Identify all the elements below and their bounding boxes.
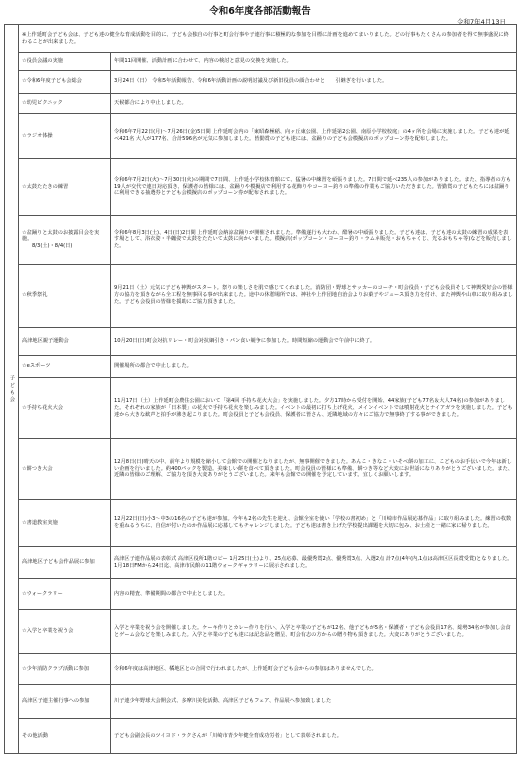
table-row — [5, 158, 517, 215]
event-name: ☆eスポーツ — [19, 355, 111, 377]
event-description: 天候都合により中止しました。 — [111, 94, 517, 114]
event-name: 高津区子連主催行事への参加 — [19, 684, 111, 719]
table-row — [5, 609, 517, 654]
page-title: 令和6年度各部活動報告 — [209, 6, 311, 17]
table-row — [5, 114, 517, 159]
event-name: ☆書道教室実施 — [19, 500, 111, 547]
section-label: 子ども会 — [5, 25, 19, 754]
event-name: ☆令和6年度子ども会総会 — [19, 70, 111, 93]
event-description: 令和6年度は高津地区、橘地区との合同で行われましたが、上作延町会子ども会からの参加はありませんでした。 — [111, 654, 517, 684]
table-row — [5, 355, 517, 377]
intro-text: ※上作延町会子ども会は、子ども達の健全な育成活動を目的に、子ども会独自の行事と町会行事や子連行事に積極的な参加を目標に計画を進めてまいりました。どの行事もたくさんの参加者を得て無事盛況に終わることが出来ました。 — [19, 25, 517, 53]
event-description: 12月8日(日)晴天の中、前年より規模を縮小して会館での開催となりましたが、無事開催できました。あんこ・きなこ・いそべ餅の加工に、こどものお手伝いで今年は新しい企画を行いました。約400パックを製造。美味しい餅を食べて頂きました。町会役員の皆様にも準備、餅つき等など大変にお世話になりありがとうございました。また、近隣の皆様のご理解、ご協力を頂き大変ありがとうございました。来年も会館での開催を予定しています。宜しくお願いします。 — [111, 439, 517, 500]
event-description: 川子連少年野球大会開会式、多摩川美化活動、高津区子どもフェア、作品展へ参加致しました — [111, 684, 517, 719]
table-row — [5, 654, 517, 684]
event-name: ☆太鼓たたきの練習 — [19, 158, 111, 215]
event-description: 高津区子連作品展の表彰式 高津区役所1階ロビー 1月25日(土)より、25点応募、最優秀賞2点、優秀賞3点、入選2点 計7点(4年(内,1点は高津区区長賞受賞)となりました。1月18日FMから24日迄、高津市民館の11階ウォークギャラリーに展示されました。 — [111, 546, 517, 578]
event-name: ☆入学と卒業を祝う会 — [19, 609, 111, 654]
table-row — [5, 70, 517, 93]
event-description: 入学と卒業を祝う会を開催しました。ケーキ作りとカレー作りを行い、入学と卒業の子どもが12名、他子どもが5名・保護者・子ども会役員17名、総勢34名が参加し会食とゲーム会などを楽しみました。入学と卒業の子ども達には記念品を贈呈、町会有志の方からの贈り物も頂きました。大変にありがとうございました。 — [111, 609, 517, 654]
event-name: その他活動 — [19, 719, 111, 754]
event-description: 令和6年8月3日(土)、4日(日)2日間 上作延町会納涼盆踊りが開催されました。準備遂行も大わわ、酷暑の中頑張りました。子ども達は、子ども達の太鼓の練習の成果を表す場として、浴衣姿・半纏姿で太鼓をたたいて太鼓に向かいました。模擬店(ポップコーン・ヨーヨー釣り・ラムネ販売・おもちゃくじ、光るおもちゃ等)などを販売しました。 — [111, 215, 517, 264]
report-date: 令和7年4月13日 — [456, 18, 506, 26]
event-name: ☆餅つき大会 — [19, 439, 111, 500]
table-row — [5, 215, 517, 264]
table-row — [5, 327, 517, 355]
intro-row — [5, 25, 517, 53]
event-name: ☆手持ち花火大会 — [19, 378, 111, 439]
event-description: 11月17日（土）上作延町会農住公園において「第4回 手持ち花火大会」を実施しました。夕方17時から受付を開始、44家族(子ども77名＆大人74名)の参加がありました。それぞれの家族が「日本製」の花火で手持ち花火を楽しみました。イベントの最初に打ち上げ花火、メインイベントでは噴射花火とナイアガラを実施しました。子ども達から大きな歓声と拍手が沸き起こりました。町会役員と子ども会役員、保護者に皆さん、近隣地域の方々にご協力で無事終了する事ができました。 — [111, 378, 517, 439]
event-name: ☆ラジオ体操 — [19, 114, 111, 159]
event-name: ☆ウォークラリー — [19, 579, 111, 609]
event-name: ☆幼児ピクニック — [19, 94, 111, 114]
event-name-main: ☆盆踊りと太鼓のお披露目会を実施。 — [22, 229, 100, 243]
table-row — [5, 579, 517, 609]
event-description: 子ども会副会長のツイヨド・ラクさんが「川崎市青少年健全育成功労者」として表彰されました。 — [111, 719, 517, 754]
event-name: 高津地区子ども会作品展に参加 — [19, 546, 111, 578]
event-name — [19, 215, 111, 264]
event-name: ☆役員会議の実施 — [19, 53, 111, 70]
table-row — [5, 546, 517, 578]
event-description: 10月20日(日)町会対抗リレー・町会対抗綱引き・パン食い競争に参加した。時間短縮の運動会で午前中に終了。 — [111, 327, 517, 355]
table-row — [5, 439, 517, 500]
table-row — [5, 264, 517, 327]
event-description: 開催場所の都合で中止しました。 — [111, 355, 517, 377]
event-name: 高津地区親子運動会 — [19, 327, 111, 355]
event-description: 令和6年7月22日(月)～7月26日(金)5日間 上作延町会内の「東昭森極稲、向ヶ丘東公園、上作延第2公園、南原小学校校庭」の4ヶ所を会場に実施しました。子ども達が延べ421名 大人が177名、合計596名が元気に参加しました。皆勤賞の子ども達には、盆踊りの子ども会模擬店のポップコーン券を配布しました。 — [111, 114, 517, 159]
event-description: 12月22日(日)小3～中3の16名の子ども達が参加。今年も2名の先生を迎え、会館全室を使い「学校の書初め」と「川崎市作品展応募作品」に取り組みました。練習の枚数を重ねるうちに、自信が付いたのか作品展に応募してもチャレンジしました。子ども達は書き上げた学校提出課題を大切に包み、お土産と一緒に家に帰りました。 — [111, 500, 517, 547]
event-description: 年間11回開催、活動計画に合わせて、内容の検討と意見の交換を実施した。 — [111, 53, 517, 70]
event-description: 令和6年7月2日(火)～7月30日(火)の期間で7日間、上作延小学校体育館にて、猛暑の中練習を頑張りました。7日間で延べ235人の参加がありました。また、指導者の方も19人が交代で連日対応頂き、保護者の皆様には、盆踊りや模擬店で利用する花飾りやコーヨー釣りの準備の作業もご協力いただきました。皆勤賞の子どもたちには盆踊りに利用できる抽選券とテども会模擬店のポップコーン券が配布されました。 — [111, 158, 517, 215]
table-row — [5, 378, 517, 439]
event-description: 内容の精査、準備期間の都合で中止としました。 — [111, 579, 517, 609]
table-row — [5, 94, 517, 114]
event-name: ☆少年消防クラブ活動に参加 — [19, 654, 111, 684]
event-dates: 8/3(土)・8/4(日) — [32, 243, 73, 250]
table-row — [5, 53, 517, 70]
event-description: 9月21日（土）元気に子ども神輿がスタート。祭りの楽しさを肌で感じてくれました。消防団・野球とサッカーのコーチ・町会役員・子ども会役員そして神輿愛好会の皆様方の協力を頂きながら全工程を無事回る事が出来ました。途中の休憩場所では、神社や上作団地自治会よりお菓子やジュース頂き力を付け、また神輿や山車に取り組みました。子ども会役員の皆様を援助にご協力頂きました。 — [111, 264, 517, 327]
event-description: 3月24日（日） 令和5年活動報告、令和6年活動計画の説明討議及び新旧役員の顔合わせと 引継ぎを行いました。 — [111, 70, 517, 93]
table-row — [5, 500, 517, 547]
event-name: ☆秋季祭礼 — [19, 264, 111, 327]
table-row — [5, 684, 517, 719]
table-row — [5, 719, 517, 754]
activity-report-table — [4, 24, 517, 754]
